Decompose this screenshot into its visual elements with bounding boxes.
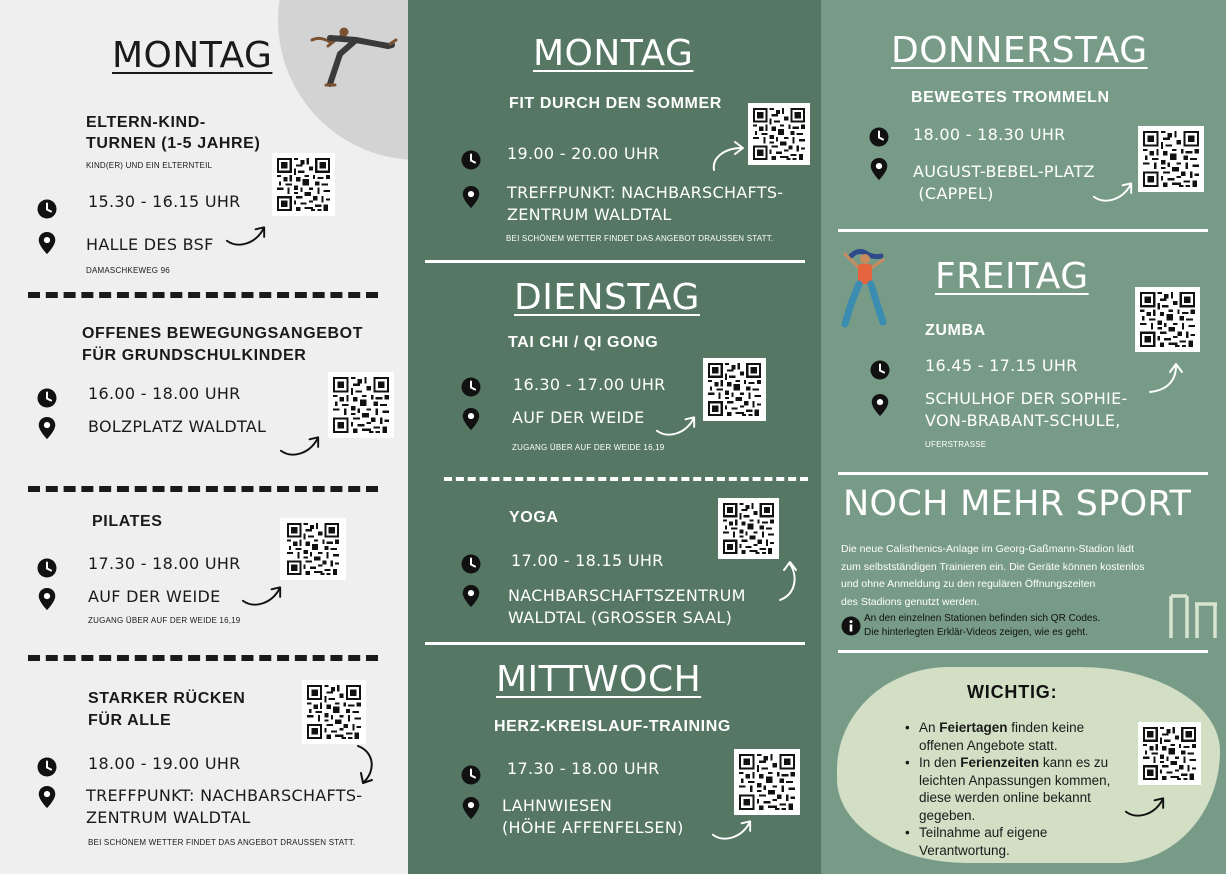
activity-note: UFERSTRASSE bbox=[925, 440, 987, 449]
curved-arrow-icon bbox=[240, 580, 284, 610]
activity-place: AUGUST-BEBEL-PLATZ bbox=[913, 162, 1095, 181]
activity-time: 18.00 - 19.00 UHR bbox=[88, 754, 241, 773]
info-text: Die neue Calisthenics-Anlage im Georg-Gaßmann-Stadion lädt bbox=[841, 543, 1134, 555]
info-text: und ohne Anmeldung zu den regulären Öffnungszeiten bbox=[841, 578, 1096, 590]
info-text: An den einzelnen Stationen befinden sich QR Codes. bbox=[864, 613, 1101, 624]
day-heading-montag: MONTAG bbox=[112, 35, 273, 76]
activity-title: FÜR ALLE bbox=[88, 712, 172, 729]
qr-code[interactable] bbox=[1135, 287, 1200, 352]
activity-title: FÜR GRUNDSCHULKINDER bbox=[82, 347, 307, 364]
clock-icon bbox=[461, 764, 481, 786]
activity-place: TREFFPUNKT: NACHBARSCHAFTS- bbox=[507, 183, 784, 202]
day-heading-dienstag: DIENSTAG bbox=[514, 277, 700, 318]
activity-place: LAHNWIESEN bbox=[502, 796, 613, 815]
curved-arrow-icon bbox=[710, 814, 754, 844]
day-heading-donnerstag: DONNERSTAG bbox=[891, 30, 1148, 71]
activity-subtitle: KIND(ER) UND EIN ELTERNTEIL bbox=[86, 161, 213, 170]
curved-arrow-icon bbox=[654, 410, 698, 440]
activity-place: ZENTRUM WALDTAL bbox=[86, 808, 251, 827]
location-pin-icon bbox=[37, 417, 57, 439]
activity-time: 19.00 - 20.00 UHR bbox=[507, 144, 660, 163]
divider bbox=[425, 260, 805, 263]
info-text: zum selbstständigen Trainieren ein. Die Geräte können kostenlos bbox=[841, 561, 1145, 573]
activity-time: 17.30 - 18.00 UHR bbox=[88, 554, 241, 573]
activity-place: BOLZPLATZ WALDTAL bbox=[88, 417, 267, 436]
divider bbox=[28, 486, 378, 492]
activity-place: HALLE DES BSF bbox=[86, 235, 214, 254]
clock-icon bbox=[461, 149, 481, 171]
location-pin-icon bbox=[461, 186, 481, 208]
calisthenics-bars-icon bbox=[1167, 582, 1221, 640]
curved-arrow-icon bbox=[1091, 176, 1135, 206]
activity-note: DAMASCHKEWEG 96 bbox=[86, 266, 170, 275]
divider bbox=[444, 477, 808, 481]
qr-code[interactable] bbox=[272, 153, 335, 216]
activity-time: 16.45 - 17.15 UHR bbox=[925, 356, 1078, 375]
activity-title: TURNEN (1-5 JAHRE) bbox=[86, 135, 261, 152]
yoga-figure-icon bbox=[300, 18, 400, 90]
divider bbox=[28, 655, 378, 661]
divider bbox=[838, 229, 1208, 232]
curved-arrow-icon bbox=[708, 140, 748, 174]
activity-note: BEI SCHÖNEM WETTER FINDET DAS ANGEBOT DRAUSSEN STATT. bbox=[506, 234, 774, 243]
location-pin-icon bbox=[461, 408, 481, 430]
activity-title: PILATES bbox=[92, 513, 163, 530]
qr-code[interactable] bbox=[748, 103, 810, 165]
notice-list bbox=[901, 719, 1141, 859]
activity-title: ELTERN-KIND- bbox=[86, 114, 206, 131]
location-pin-icon bbox=[461, 797, 481, 819]
qr-code[interactable] bbox=[703, 358, 766, 421]
notice-heading: WICHTIG: bbox=[967, 682, 1058, 702]
day-heading-mittwoch: MITTWOCH bbox=[496, 659, 702, 700]
activity-title: HERZ-KREISLAUF-TRAINING bbox=[494, 718, 731, 735]
activity-place: ZENTRUM WALDTAL bbox=[507, 205, 672, 224]
activity-place: TREFFPUNKT: NACHBARSCHAFTS- bbox=[86, 786, 363, 805]
qr-code[interactable] bbox=[280, 518, 346, 580]
qr-code[interactable] bbox=[734, 749, 800, 815]
qr-code[interactable] bbox=[328, 372, 394, 438]
curved-arrow-icon bbox=[352, 742, 382, 786]
divider bbox=[28, 292, 378, 298]
activity-note: ZUGANG ÜBER AUF DER WEIDE 16,19 bbox=[512, 443, 665, 452]
activity-place: NACHBARSCHAFTSZENTRUM bbox=[508, 586, 746, 605]
clock-icon bbox=[870, 359, 890, 381]
activity-time: 18.00 - 18.30 UHR bbox=[913, 125, 1066, 144]
column-left bbox=[0, 0, 408, 874]
section-heading: NOCH MEHR SPORT bbox=[843, 484, 1192, 524]
clock-icon bbox=[461, 553, 481, 575]
clock-icon bbox=[869, 126, 889, 148]
qr-code[interactable] bbox=[1138, 722, 1201, 785]
activity-time: 17.30 - 18.00 UHR bbox=[507, 759, 660, 778]
notice-item: • In den Ferienzeiten kann es zu leichten Anpassungen kommen, diese werden online bekannt gegeben. bbox=[901, 754, 1141, 824]
notice-item: • An Feiertagen finden keine offenen Angebote statt. bbox=[901, 719, 1141, 754]
activity-note: BEI SCHÖNEM WETTER FINDET DAS ANGEBOT DRAUSSEN STATT. bbox=[88, 838, 356, 847]
activity-time: 15.30 - 16.15 UHR bbox=[88, 192, 241, 211]
activity-title: STARKER RÜCKEN bbox=[88, 690, 246, 707]
activity-title: BEWEGTES TROMMELN bbox=[911, 89, 1110, 106]
important-notice-content bbox=[837, 667, 1220, 863]
notice-item: • Teilnahme auf eigene Verantwortung. bbox=[901, 824, 1141, 859]
location-pin-icon bbox=[869, 158, 889, 180]
activity-place: AUF DER WEIDE bbox=[88, 587, 221, 606]
activity-place: AUF DER WEIDE bbox=[512, 408, 645, 427]
activity-title: OFFENES BEWEGUNGSANGEBOT bbox=[82, 325, 364, 342]
location-pin-icon bbox=[37, 232, 57, 254]
dancer-figure-icon bbox=[837, 246, 891, 328]
clock-icon bbox=[37, 198, 57, 220]
curved-arrow-icon bbox=[774, 558, 804, 604]
clock-icon bbox=[37, 756, 57, 778]
activity-place: (HÖHE AFFENFELSEN) bbox=[502, 818, 684, 837]
activity-time: 16.30 - 17.00 UHR bbox=[513, 375, 666, 394]
qr-code[interactable] bbox=[1138, 126, 1204, 192]
activity-time: 16.00 - 18.00 UHR bbox=[88, 384, 241, 403]
divider bbox=[425, 642, 805, 645]
activity-time: 17.00 - 18.15 UHR bbox=[511, 551, 664, 570]
qr-code[interactable] bbox=[302, 680, 366, 744]
divider bbox=[838, 472, 1208, 475]
info-text: des Stadions genutzt werden. bbox=[841, 596, 980, 608]
activity-title: YOGA bbox=[509, 509, 559, 526]
activity-place: (CAPPEL) bbox=[913, 184, 994, 203]
clock-icon bbox=[37, 387, 57, 409]
clock-icon bbox=[461, 376, 481, 398]
location-pin-icon bbox=[461, 585, 481, 607]
curved-arrow-icon bbox=[1123, 791, 1167, 821]
location-pin-icon bbox=[870, 394, 890, 416]
activity-title: TAI CHI / QI GONG bbox=[508, 334, 659, 351]
day-heading-montag: MONTAG bbox=[533, 33, 694, 74]
day-heading-freitag: FREITAG bbox=[935, 256, 1089, 297]
activity-title: ZUMBA bbox=[925, 322, 986, 339]
curved-arrow-icon bbox=[224, 220, 268, 250]
column-middle bbox=[408, 0, 821, 874]
curved-arrow-icon bbox=[1146, 360, 1186, 396]
activity-place: SCHULHOF DER SOPHIE- bbox=[925, 389, 1128, 408]
info-icon bbox=[841, 616, 861, 636]
activity-title: FIT DURCH DEN SOMMER bbox=[509, 95, 722, 112]
location-pin-icon bbox=[37, 786, 57, 808]
curved-arrow-icon bbox=[278, 430, 322, 460]
info-text: Die hinterlegten Erklär-Videos zeigen, wie es geht. bbox=[864, 627, 1088, 638]
activity-note: ZUGANG ÜBER AUF DER WEIDE 16,19 bbox=[88, 616, 241, 625]
activity-place: VON-BRABANT-SCHULE, bbox=[925, 411, 1121, 430]
activity-place: WALDTAL (GROSSER SAAL) bbox=[508, 608, 733, 627]
clock-icon bbox=[37, 557, 57, 579]
divider bbox=[838, 650, 1208, 653]
location-pin-icon bbox=[37, 588, 57, 610]
qr-code[interactable] bbox=[718, 498, 779, 559]
